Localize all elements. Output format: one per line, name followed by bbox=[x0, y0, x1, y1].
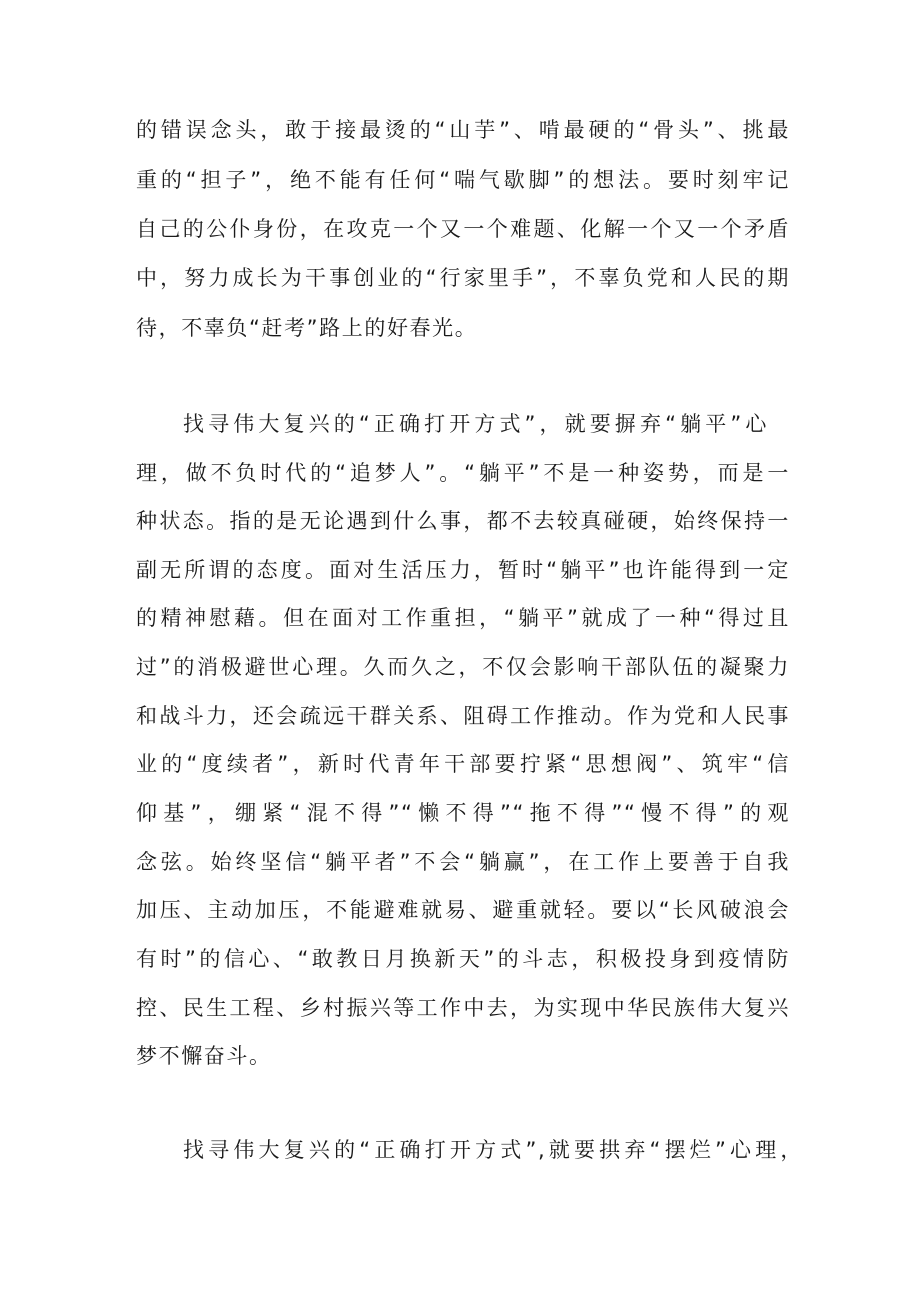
text-line: 找寻伟大复兴的“正确打开方式”，就要摒弃“躺平”心 bbox=[183, 412, 768, 436]
text-line: 的错误念头，敢于接最烫的“山芋”、啃最硬的“骨头”、挑最 bbox=[136, 118, 790, 142]
text-line: 理，做不负时代的“追梦人”。“躺平”不是一种姿势，而是一 bbox=[136, 461, 790, 485]
text-line: 重的“担子”，绝不能有任何“喘气歇脚”的想法。要时刻牢记 bbox=[136, 168, 790, 192]
text-line: 控、民生工程、乡村振兴等工作中去，为实现中华民族伟大复兴 bbox=[136, 996, 790, 1020]
text-line: 业的“度续者”，新时代青年干部要拧紧“思想阀”、筑牢“信 bbox=[136, 752, 790, 776]
text-line: 有时”的信心、“敢教日月换新天”的斗志，积极投身到疫情防 bbox=[136, 947, 790, 971]
text-line: 待，不辜负“赶考”路上的好春光。 bbox=[136, 316, 478, 340]
text-line: 仰基”，绷紧“混不得”“懒不得”“拖不得”“慢不得”的观 bbox=[136, 801, 790, 825]
text-line: 念弦。始终坚信“躺平者”不会“躺赢”，在工作上要善于自我 bbox=[136, 850, 790, 874]
text-line: 加压、主动加压，不能避难就易、避重就轻。要以“长风破浪会 bbox=[136, 898, 790, 922]
text-line: 中，努力成长为干事创业的“行家里手”，不辜负党和人民的期 bbox=[136, 266, 790, 290]
text-line: 和战斗力，还会疏远干群关系、阻碍工作推动。作为党和人民事 bbox=[136, 704, 790, 728]
text-line: 梦不懈奋斗。 bbox=[136, 1044, 272, 1068]
text-line: 种状态。指的是无论遇到什么事，都不去较真碰硬，始终保持一 bbox=[136, 509, 790, 533]
text-line: 找寻伟大复兴的“正确打开方式”,就要拱弃“摆烂”心理， bbox=[183, 1138, 803, 1162]
text-line: 副无所谓的态度。面对生活压力，暂时“躺平”也许能得到一定 bbox=[136, 558, 790, 582]
text-line: 过”的消极避世心理。久而久之，不仅会影响干部队伍的凝聚力 bbox=[136, 655, 790, 679]
text-line: 自己的公仆身份，在攻克一个又一个难题、化解一个又一个矛盾 bbox=[136, 217, 790, 241]
text-line: 的精神慰藉。但在面对工作重担，“躺平”就成了一种“得过且 bbox=[136, 606, 790, 630]
